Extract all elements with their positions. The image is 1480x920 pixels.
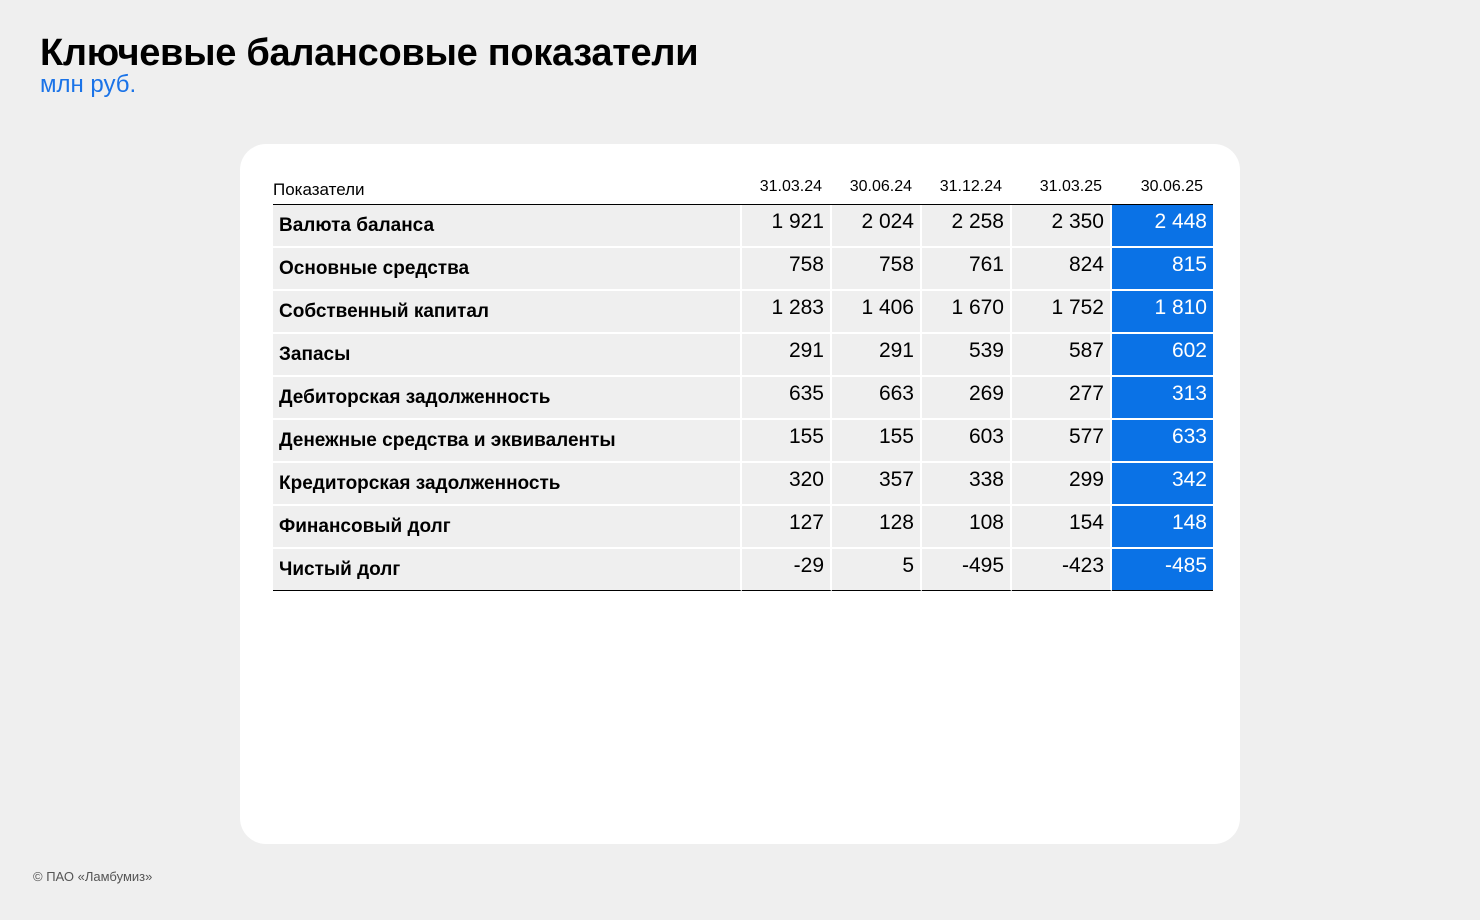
table-row	[273, 334, 1213, 377]
row-label: Денежные средства и эквиваленты	[273, 420, 742, 463]
table-cell-highlighted: 602	[1112, 334, 1213, 377]
table-cell: 269	[922, 377, 1012, 420]
table-cell: -29	[742, 549, 832, 591]
column-header-date: 30.06.24	[832, 166, 922, 205]
table-row	[273, 549, 1213, 591]
table-cell: 127	[742, 506, 832, 549]
table-cell-highlighted: 313	[1112, 377, 1213, 420]
table-cell: 128	[832, 506, 922, 549]
table-cell: 2 258	[922, 205, 1012, 248]
table-cell-highlighted: 633	[1112, 420, 1213, 463]
table-cell: 338	[922, 463, 1012, 506]
table-cell: 2 350	[1012, 205, 1112, 248]
table-cell: 5	[832, 549, 922, 591]
table-cell: 635	[742, 377, 832, 420]
column-header-indicators: Показатели	[273, 166, 742, 205]
column-header-date-current: 30.06.25	[1112, 166, 1213, 205]
table-cell: 154	[1012, 506, 1112, 549]
table-cell-highlighted: 148	[1112, 506, 1213, 549]
table-cell: 758	[832, 248, 922, 291]
table-cell: 758	[742, 248, 832, 291]
table-row	[273, 291, 1213, 334]
table-cell: 1 921	[742, 205, 832, 248]
table-cell: 2 024	[832, 205, 922, 248]
row-label: Запасы	[273, 334, 742, 377]
table-row	[273, 377, 1213, 420]
table-cell: 1 670	[922, 291, 1012, 334]
table-card	[240, 144, 1240, 844]
table-cell: 155	[832, 420, 922, 463]
table-cell: 357	[832, 463, 922, 506]
table-header-row	[273, 166, 1213, 205]
table-cell: 824	[1012, 248, 1112, 291]
table-row	[273, 205, 1213, 248]
table-cell-highlighted: 815	[1112, 248, 1213, 291]
row-label: Кредиторская задолженность	[273, 463, 742, 506]
table-cell: 291	[832, 334, 922, 377]
row-label: Финансовый долг	[273, 506, 742, 549]
table-cell-highlighted: 1 810	[1112, 291, 1213, 334]
column-header-date: 31.03.25	[1012, 166, 1112, 205]
table-cell: 1 406	[832, 291, 922, 334]
table-row	[273, 420, 1213, 463]
column-header-date: 31.12.24	[922, 166, 1012, 205]
table-cell: 761	[922, 248, 1012, 291]
table-cell: 291	[742, 334, 832, 377]
table-cell: 663	[832, 377, 922, 420]
page-title: Ключевые балансовые показатели	[40, 32, 699, 74]
table-container	[273, 166, 1213, 591]
table-cell: -495	[922, 549, 1012, 591]
copyright-footer: © ПАО «Ламбумиз»	[33, 869, 153, 884]
table-cell: 603	[922, 420, 1012, 463]
page-subtitle-units: млн руб.	[40, 71, 137, 98]
row-label: Дебиторская задолженность	[273, 377, 742, 420]
row-label: Чистый долг	[273, 549, 742, 591]
table-cell: 277	[1012, 377, 1112, 420]
table-row	[273, 463, 1213, 506]
balance-indicators-table	[273, 166, 1213, 591]
table-row	[273, 248, 1213, 291]
table-cell: 1 283	[742, 291, 832, 334]
row-label: Валюта баланса	[273, 205, 742, 248]
row-label: Основные средства	[273, 248, 742, 291]
table-cell-highlighted: -485	[1112, 549, 1213, 591]
column-header-date: 31.03.24	[742, 166, 832, 205]
table-cell: 1 752	[1012, 291, 1112, 334]
table-cell: 299	[1012, 463, 1112, 506]
table-row	[273, 506, 1213, 549]
table-cell: 587	[1012, 334, 1112, 377]
table-cell-highlighted: 2 448	[1112, 205, 1213, 248]
row-label: Собственный капитал	[273, 291, 742, 334]
table-cell: 108	[922, 506, 1012, 549]
table-cell: -423	[1012, 549, 1112, 591]
table-cell-highlighted: 342	[1112, 463, 1213, 506]
table-cell: 320	[742, 463, 832, 506]
table-cell: 155	[742, 420, 832, 463]
table-cell: 577	[1012, 420, 1112, 463]
table-cell: 539	[922, 334, 1012, 377]
